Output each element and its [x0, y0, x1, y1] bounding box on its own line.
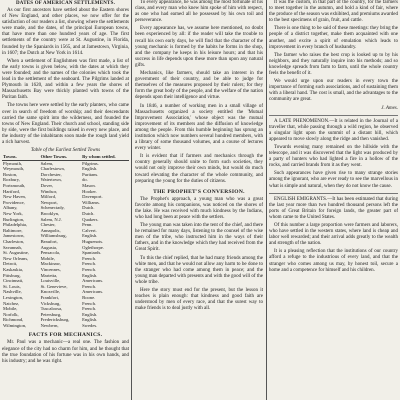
table-cell: Kaskaskia, — [3, 266, 24, 272]
article-paragraph: A LATE PHENOMENON.—It is related in the Journal of a traveller that, while passing through a wild region, he observed a singular light upon the summit of a distant hill, which appeared to move slowly along the ridge and then vanished. — [269, 118, 398, 142]
table-cell: Frankfort, — [40, 294, 60, 300]
table-cell: English. — [82, 166, 98, 172]
table-cell: Beaufort, — [40, 238, 58, 244]
article-paragraph: As our first ancestors have settled about the Eastern shores of New England, and other places, we now offer for the satisfaction of our readers a list, showing where the settlements were made, and the dates, of the principal European towns, that have more than one hundred years of age. The first settlements of the country were at St. Augustine, in Florida, founded by the Spaniards in 1565, and at Jamestown, Virginia, in 1607; the Dutch at New York in 1614. — [2, 8, 129, 56]
table-cell: Savannah, — [3, 244, 23, 250]
table-cell: Lexington, — [3, 294, 24, 300]
table-cell: Mobile, — [40, 255, 55, 261]
table-cell: Mobile, — [3, 306, 18, 312]
column-rule — [266, 0, 267, 400]
table-cell: Oglethorpe. — [82, 244, 104, 250]
article-paragraph: We would urge upon our readers in every town the importance of forming such associations, and of sustaining them with a liberal hand. The cost is small, and the advantages to the community are great. — [269, 79, 398, 103]
column-rule — [131, 0, 132, 400]
article-paragraph: The towns here were settled by the early planters, who came over in search of freedom of worship; and their descendants carried the same spirit into the wilderness, and founded the towns of New England. Their church and school, standing side by side, were the first buildings raised in every new place, and the industry of the inhabitants soon made the rough land yield a rich harvest. — [2, 103, 129, 145]
table-cell: Detroit, — [3, 261, 18, 267]
table-cell: Knoxville, — [40, 289, 61, 295]
table-cell: Williams. — [82, 199, 100, 205]
article-paragraph: ENGLISH EMIGRANTS.—It has been estimated that during the last year more than two hundred thousand persons left the ports of Great Britain for foreign lands, the greater part of whom came to the United States. — [269, 196, 398, 220]
table-cell: Calvert. — [82, 227, 97, 233]
table-cell: Americans. — [82, 289, 104, 295]
table-cell: New Orleans, — [3, 255, 29, 261]
article-paragraph: In 1846, a number of working men in a small village of Massachusetts organized a society entitled the 'Mutual Improvement Association,' whose object was the mutual improvement of its members and the diffusion of knowledge among the people. From this humble beginning has sprung an institution which now numbers several hundred members, with a library of some thousand volumes, and a course of lectures every winter. — [135, 103, 263, 152]
article-paragraph: To this the chief replied, that he had many friends among the white men, and that he would not allow any harm to be done to the stranger who had come among them in peace; and the young man departed with presents and with the good will of the whole tribe. — [135, 255, 263, 285]
table-cell: Burlington, — [3, 216, 25, 222]
table-cell: Chester, — [40, 222, 56, 228]
table-column-header: Other Towns. — [40, 154, 82, 160]
table-cell: Dutch. — [82, 205, 95, 211]
table-cell: Salem, — [40, 160, 54, 166]
table-cell: French. — [82, 255, 97, 261]
table-cell: Quakers. — [82, 216, 99, 222]
table-cell: Fredericksburg, — [40, 317, 70, 323]
table-cell: St. Augustine, — [3, 250, 29, 256]
article-paragraph: Here the story must end for the present, but the lesson it teaches is plain enough: that kindness and good faith are understood by men of every race, and that the surest way to make friends is to deal justly with all. — [135, 288, 263, 312]
table-cell: Jamestown, — [3, 233, 25, 239]
article-paragraph: Such appearances have given rise to many strange stories among the ignorant, who are ever ready to see the marvellous in what is simple and natural, when they do not know the cause. — [269, 171, 398, 189]
table-cell: Marietta, — [40, 272, 58, 278]
table-cell: Spaniards. — [82, 250, 102, 256]
article-paragraph: The Prophet's approach, a young man who was a great favorite among his companions, was noticed on the shores of the lake. He was received with much kindness by the Indians, who had long been at peace with the settlers. — [135, 196, 263, 220]
table-cell: Dover, — [40, 183, 54, 189]
article-paragraph: Of this number a large proportion were farmers and laborers, who have settled in the western states, where land is cheap and labor well rewarded; and their arrival adds greatly to the wealth and strength of the nation. — [269, 223, 398, 247]
article-paragraph: It was the custom, in that part of the country, for the farmers to meet together in the autumn, and hold a kind of fair, where the produce of the season was exhibited, and premiums awarded to the best specimens of grain, fruit, and cattle. — [269, 0, 398, 24]
table-cell: Davenport. — [82, 194, 103, 200]
table-cell: Boone. — [82, 294, 96, 300]
section-heading: DATES OF AMERICAN SETTLEMENTS. — [15, 1, 116, 6]
article-paragraph: The young man was taken into the tent of the chief, and there he remained for many days, listening to the counsel of the wise men of the tribe, who instructed him in the ways of their fathers, and in the knowledge which they had received from the Great Spirit. — [135, 223, 263, 253]
table-cell: Wilmington, — [3, 322, 27, 328]
table-cell: Nashville, — [3, 289, 22, 295]
table-cell: Plymouth, — [3, 160, 23, 166]
table-cell: Mason. — [82, 183, 96, 189]
article-paragraph: Mechanics, like farmers, should take an interest in the government of their country, and be able to judge for themselves of the measures proposed by their rulers; for they form the great body of the people, and the welfare of the nation depends upon their intelligence and virtue. — [135, 71, 263, 101]
table-cell: Albany, — [3, 205, 18, 211]
table-cell: Watertown, — [40, 177, 62, 183]
table-cell: do. — [82, 177, 88, 183]
article-paragraph: Mr. Paul was a mechanic—a real one. The fashion and elegance of the city had no charm for him, and he thought that the true foundation of his fortune was in his own hands, and his industry; and he was right. — [2, 340, 129, 364]
settlements-table — [2, 154, 129, 328]
table-cell: New York, — [3, 211, 23, 216]
table-cell: Portsmouth, — [3, 183, 26, 189]
table-cell: Brooklyn, — [40, 211, 60, 216]
table-cell: Roxbury, — [3, 177, 20, 183]
table-cell: French. — [82, 266, 97, 272]
section-heading: FACTS FOR MECHANICS. — [28, 332, 103, 339]
table-cell: Americans. — [82, 278, 104, 284]
table-cell: Annapolis, — [40, 227, 61, 233]
column-right — [269, 0, 398, 400]
table-caption: Table of the Earliest Settled Towns — [30, 148, 101, 154]
table-cell: French. — [82, 261, 97, 267]
table-cell: Puritans. — [82, 171, 99, 177]
table-cell: Pensacola, — [40, 250, 61, 256]
table-cell: Providence, — [3, 199, 25, 205]
table-cell: Pittsburg, — [3, 272, 21, 278]
table-cell: Weymouth, — [3, 166, 25, 172]
table-cell: Windsor, — [40, 188, 58, 194]
table-cell: St. Genevieve, — [40, 283, 68, 289]
column-middle — [135, 0, 263, 400]
table-column-header: By whom settled. — [81, 154, 129, 160]
table-cell: Tuscaloosa, — [40, 306, 63, 312]
table-cell: Philadelphia, — [3, 222, 28, 228]
article-paragraph: Every appearance has, we assume here mentioned, no doubt been experienced by all: if the reader will take the trouble to recall his own early days, he will find that the character of the young mechanic is formed by the habits he forms in the shop, and the company he keeps in his leisure hours; and that his success in life depends upon these more than upon any natural gifts. — [135, 26, 263, 68]
article-paragraph: There is one thing to be said of these meetings: they bring the people of a district together, make them acquainted with one another, and excite a spirit of emulation which leads to improvement in every branch of husbandry. — [269, 26, 398, 50]
table-cell: New Haven, — [3, 194, 26, 200]
section-divider — [269, 115, 398, 116]
table-cell: Swedes. — [82, 322, 98, 328]
author-signature: J. Ames. — [381, 105, 398, 111]
table-cell: Dutch. — [82, 211, 95, 216]
table-cell: Petersburg, — [40, 311, 62, 317]
table-cell: English. — [82, 233, 98, 239]
table-row — [2, 323, 129, 329]
table-cell: Vincennes, — [40, 266, 61, 272]
table-cell: Augusta, — [40, 244, 58, 250]
table-cell: Richmond, — [3, 317, 24, 323]
table-cell: Boston, — [3, 171, 18, 177]
table-cell: Natchez, — [3, 300, 20, 306]
table-cell: Charlestown, — [40, 166, 65, 172]
table-cell: Pilgrims. — [82, 160, 99, 166]
table-cell: English. — [82, 317, 98, 323]
table-cell: Huguenots. — [82, 238, 104, 244]
table-cell: Vicksburg, — [40, 300, 61, 306]
table-cell: Schenectady, — [40, 205, 65, 211]
table-cell: Milford, — [40, 194, 57, 200]
table-cell: Penn. — [82, 222, 93, 228]
table-cell: French. — [82, 300, 97, 306]
table-cell: Newport, — [40, 199, 58, 205]
table-cell: English. — [82, 272, 98, 278]
table-cell: Charleston, — [3, 238, 25, 244]
table-cell: Louisville, — [40, 278, 61, 284]
table-cell: Salem, N.J. — [40, 216, 62, 222]
article-paragraph: It is evident that if farmers and mechanics through the country generally should unite to form such societies, they would not only improve their own minds, but would do much toward elevating the character of the whole community, and preparing the young for the duties of citizens. — [135, 154, 263, 184]
article-paragraph: The farmer who raises the best crop is looked up to by his neighbors, and they naturally inquire into his methods; and so knowledge spreads from farm to farm, until the whole country feels the benefit of it. — [269, 52, 398, 77]
table-cell: Baltimore, — [3, 227, 23, 233]
table-column-header: Towns. — [2, 154, 40, 160]
column-left — [2, 0, 129, 400]
article-paragraph: To every appearance, he was among the most fortunate of his class, and every man who knew him spoke of him with respect, as one who had earned all he possessed by his own toil and perseverance. — [135, 0, 263, 24]
table-cell: Dorchester, — [40, 171, 62, 177]
table-cell: Hooker. — [82, 188, 97, 194]
table-cell: Cincinnati, — [3, 278, 24, 284]
table-cell: Norfolk, — [3, 311, 19, 317]
article-paragraph: When a settlement of Englishmen was first made, a list of the early towns is given below, with the dates at which they were founded; and the names of the colonies which took the lead in the settlement of the seaboard. The Pilgrims landed at Plymouth in 1620, and within a few years the shores of Massachusetts Bay were thickly planted with towns of the Puritan faith. — [2, 58, 129, 101]
table-cell: Williamsburg, — [40, 233, 67, 239]
table-cell: English. — [82, 311, 98, 317]
article-paragraph: Towards evening many remained on the hillside with the telescope, and it was discovered that the light was produced by a party of hunters who had lighted a fire in a hollow of the rocks, and carried brands from it as they went. — [269, 144, 398, 169]
section-heading: THE PROPHET'S CONVERSION. — [153, 188, 245, 195]
table-cell: Mackinaw, — [40, 261, 61, 267]
table-cell: French. — [82, 283, 97, 289]
table-cell: French. — [82, 306, 97, 312]
table-cell: St. Louis, — [3, 283, 21, 289]
table-cell: Newbern, — [40, 322, 59, 328]
section-divider — [269, 193, 398, 194]
article-paragraph: It is a pleasing reflection that the institutions of our country afford a refuge to the industrious of every land, and that the stranger who comes among us may, by honest toil, secure a home and a competence for himself and his children. — [269, 249, 398, 273]
table-cell: Hartford, — [3, 188, 20, 194]
